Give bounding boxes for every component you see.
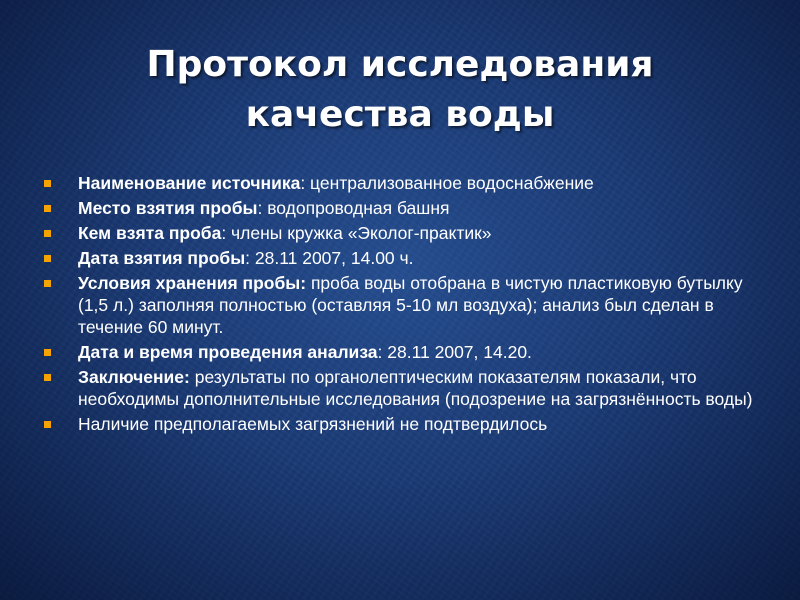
- slide-title-line-1: Протокол исследования: [146, 44, 654, 85]
- list-item-storage-conditions: [44, 272, 764, 338]
- item-text: : 28.11 2007, 14.20.: [377, 342, 532, 362]
- item-text: проба воды отобрана в чистую пластиковую бутылку (1,5 л.) заполняя полностью (оставляя 5-10 мл воздуха); анализ был сделан в течение 60 минут.: [78, 273, 743, 337]
- item-text: : члены кружка «Эколог-практик»: [221, 223, 492, 243]
- square-bullet-icon: [44, 421, 51, 428]
- item-label: Дата и время проведения анализа: [78, 342, 378, 362]
- list-item-sample-date: [44, 247, 764, 269]
- list-item-source-name: [44, 172, 764, 194]
- square-bullet-icon: [44, 374, 51, 381]
- item-text: : водопроводная башня: [257, 198, 450, 218]
- list-item-conclusion: [44, 366, 764, 410]
- list-item-contamination-result: [44, 413, 764, 435]
- item-text: : централизованное водоснабжение: [300, 173, 594, 193]
- item-label: Условия хранения пробы:: [78, 273, 307, 293]
- item-text: : 28.11 2007, 14.00 ч.: [245, 248, 414, 268]
- bullet-list: [44, 172, 764, 438]
- square-bullet-icon: [44, 230, 51, 237]
- item-label: Заключение:: [78, 367, 190, 387]
- square-bullet-icon: [44, 280, 51, 287]
- square-bullet-icon: [44, 349, 51, 356]
- item-text: результаты по органолептическим показателям показали, что необходимы дополнительные исследования (подозрение на загрязнённость воды): [78, 367, 753, 409]
- slide-title: [40, 40, 760, 140]
- item-label: Наименование источника: [78, 173, 301, 193]
- slide-title-line-2: качества воды: [245, 94, 555, 135]
- item-label: Место взятия пробы: [78, 198, 258, 218]
- item-text: Наличие предполагаемых загрязнений не подтвердилось: [78, 414, 548, 434]
- list-item-sampled-by: [44, 222, 764, 244]
- list-item-sample-place: [44, 197, 764, 219]
- item-label: Дата взятия пробы: [78, 248, 246, 268]
- square-bullet-icon: [44, 255, 51, 262]
- square-bullet-icon: [44, 180, 51, 187]
- square-bullet-icon: [44, 205, 51, 212]
- list-item-analysis-datetime: [44, 341, 764, 363]
- item-label: Кем взята проба: [78, 223, 222, 243]
